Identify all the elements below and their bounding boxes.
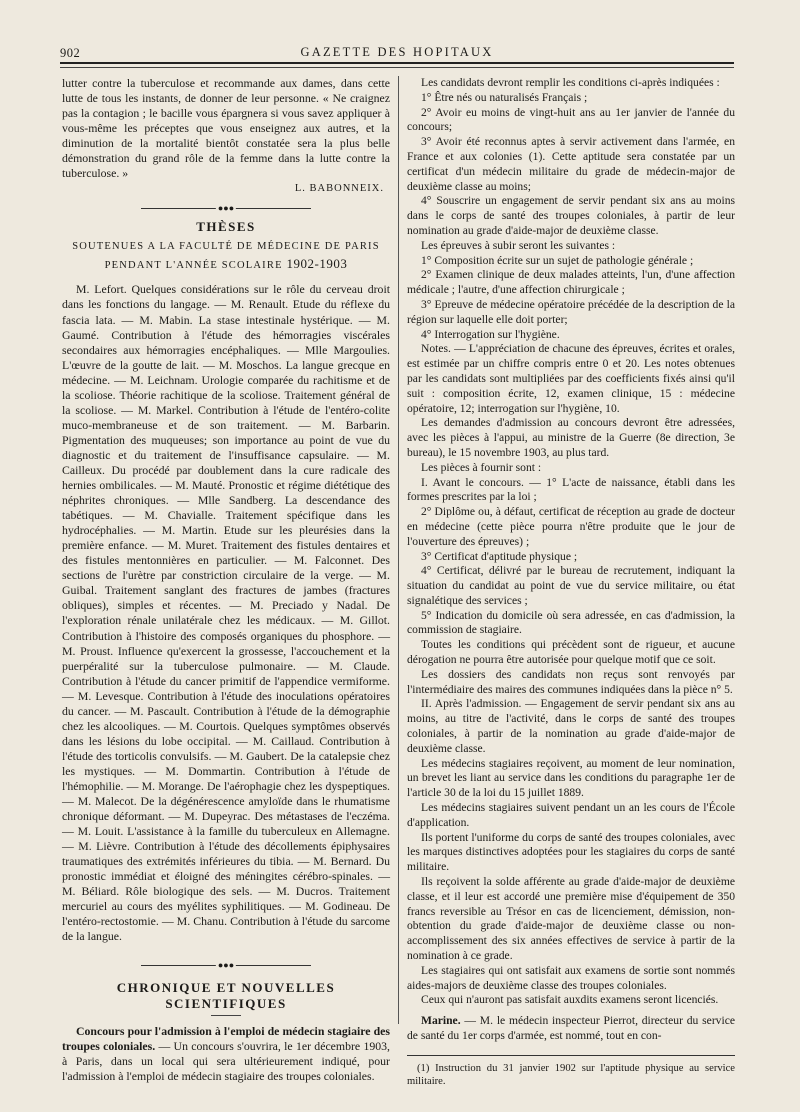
concours-paragraph [62,1024,390,1084]
footnote-rule [407,1055,735,1056]
section-divider: ●●● [141,958,311,972]
author-signature: L. BABONNEIX. [294,183,384,195]
column-separator [398,76,399,1024]
marine-text: — M. le médecin inspecteur Pierrot, directeur du service de santé du 1er corps d'armée, est nommé, tout en con- [407,1014,735,1042]
intro-paragraph: lutter contre la tuberculose et recommande aux dames, dans cette lutte de tous les instants, de donner de leur personne. « Ne craignez pas la contagion ; le bacille vous épargnera si vous savez appliquer à vous-même les préceptes que vous enseignez aux autres, et la diminution de la mortalité bientôt constatée sera la plus belle démonstration du grand rôle de la femme dans la lutte contre la tuberculose. » [62,76,390,181]
right-paragraph: 3° Certificat d'aptitude physique ; [421,549,578,563]
header-rule-thick [60,62,734,64]
right-paragraph: Les médecins stagiaires reçoivent, au moment de leur nomination, un brevet les liant au service dans les conditions du paragraphe 1er de l'article 30 de la loi du 15 juillet 1889. [407,756,735,800]
theses-subtitle-text: PENDANT L'ANNÉE SCOLAIRE [104,260,283,272]
concours-text: — Un concours s'ouvrira, le 1er décembre 1903, à Paris, dans un local qui sera ultérieurement indiqué, pour l'admission à l'emploi de médecin stagiaire des troupes coloniales. [62,1038,390,1083]
short-rule [211,1015,241,1016]
right-paragraph: 2° Examen clinique de deux malades atteints, l'un, d'une affection médicale ; l'autre, d'une affection chirurgicale ; [407,268,735,297]
section-divider: ●●● [141,201,311,215]
right-column [407,76,735,1088]
right-paragraphs [407,76,735,1008]
theses-list: M. Lefort. Quelques considérations sur le rôle du cerveau droit dans les fonctions du langage. — M. Renault. Etude du réflexe du fascia lata. — M. Mabin. La stase intestinale hystérique. — M. Gaumé. Contribution à l'étude des hémorragies viscérales secondaires aux hémorragies encéphaliques. — Mlle Margoulies. L'œuvre de la goutte de lait. — M. Moschos. La langue grecque en médecine. — M. Leichnam. Urologie comparée du rachitisme et de la scoliose. Théorie rachitique de la scoliose. Traitement général de la scoliose. — M. Markel. Contribution à l'étude de l'entéro-colite muco-membraneuse et de son traitement. — M. Barbarin. Pigmentation des muqueuses; son importance au point de vue du diagnostic et du traitement de l'insuffisance capsulaire. — M. Cailleux. Du procédé par doublement dans la cure radicale des hernies ombilicales. — M. Mauté. Pronostic et régime diététique des néphrites chroniques. — Mlle Sandberg. La descendance des tabétiques. — M. Chavialle. Traitement spécifique dans les hydrocéphalies. — M. Martin. Etude sur les pleurésies dans la première enfance. — M. Muret. Traitement des fistules dentaires et des fistules mentonnières en particulier. — M. Falconnet. Des sections de l'urètre par constriction circulaire de la verge. — M. Guibal. Traitement sanglant des fractures de jambes (fractures obliques), simples et récentes. — M. Preciado y Nadal. De l'exploration rénale unilatérale chez les médicaux. — M. Gillot. Contribution à l'histoire des composés organiques du phosphore. — M. Proust. Influence qu'exercent la grossesse, l'accouchement et la puerpéralité sur la tuberculose pulmonaire. — M. Claude. Contribution à l'étude du cancer primitif de l'appendice vermiforme. — M. Levesque. Contribution à l'étude des inoculations opératoires du cancer. — M. Pascault. Contribution à l'étude de la démographie chez les alcooliques. — M. Courtois. Quelques symptômes observés dans les lésions du lobe occipital. — M. Caillaud. Contribution à l'étude des torticolis convulsifs. — M. Gaubert. De la catalepsie chez les mystiques. — M. Dommartin. Contribution à l'étude de l'hémophilie. — M. Morange. De l'aérophagie chez les dyspeptiques. — M. Malecot. De la dégénérescence amyloïde dans le rhumatisme chronique déformant. — M. Dupeyrac. Des métastases de l'eczéma. — M. Louit. L'assistance à la famille du tuberculeux en Allemagne. — M. Lièvre. Contribution à l'étude des décollements épiphysaires traumatiques des extrémités inférieures du tibia. — M. Bernard. Du pronostic immédiat et éloigné des méningites cérébro-spinales. — M. Béliard. Rôle biologique des sels. — M. Ducros. Traitement mercuriel au cours des myélites syphilitiques. — M. Godineau. De l'entéro-rectostomie. — M. Chanu. Contribution à l'étude du sarcome de la langue. [62,282,390,944]
right-paragraph: 1° Être nés ou naturalisés Français ; [421,90,588,104]
right-paragraph: Les épreuves à subir seront les suivantes : [421,238,616,252]
right-paragraph: 4° Certificat, délivré par le bureau de recrutement, indiquant la situation du candidat au point de vue du service militaire, ou état signalétique des services ; [407,564,735,607]
journal-title: GAZETTE DES HOPITAUX [300,45,494,59]
marine-heading: Marine. [421,1014,461,1028]
right-paragraph: 4° Souscrire un engagement de servir pendant six ans au moins dans le corps de santé des troupes coloniales, à partir de leur nomination au grade d'aide-major de deuxième classe. [407,194,735,237]
right-paragraph: Les pièces à fournir sont : [421,460,542,474]
right-paragraph: Ceux qui n'auront pas satisfait auxdits examens seront licenciés. [421,993,719,1007]
right-paragraph: Les candidats devront remplir les conditions ci-après indiquées : [421,76,720,89]
right-paragraph: 3° Epreuve de médecine opératoire précédée de la description de la région sur laquelle elle doit porter; [407,297,735,326]
header-rule-thin [60,67,734,68]
right-paragraph: 2° Avoir eu moins de vingt-huit ans au 1er janvier de l'année du concours; [407,105,735,134]
right-paragraph: 5° Indication du domicile où sera adressée, en cas d'admission, la commission de stagiaire. [407,608,735,637]
right-paragraph: Ils reçoivent la solde afférente au grade d'aide-major de deuxième classe, et il leur est accordé une première mise d'équipement de 350 francs reversible au Trésor en cas de licenciement, démission, non-obtention du grade d'aide-major de deuxième classe ou non-accomplissement des six années effectives de service à partir de la nomination à ce grade. [407,875,735,963]
page-header [60,30,734,64]
right-paragraph: Les médecins stagiaires suivent pendant un an les cours de l'École d'application. [407,801,735,829]
left-column [62,76,390,1084]
right-paragraph: 4° Interrogation sur l'hygiène. [421,327,560,341]
right-paragraph: Notes. — L'appréciation de chacune des épreuves, écrites et orales, est estimée par un chiffre compris entre 0 et 20. Les notes obtenues par les candidats sont multipliées par des coefficients fixés ainsi qu'il suit : composition écrite, 12, examen clinique, 15 : médecine opératoire, 12; interrogation sur l'hygiène, 10. [407,342,735,415]
footnote: (1) Instruction du 31 janvier 1902 sur l'aptitude physique au service militaire. [407,1062,735,1087]
right-paragraph: Les dossiers des candidats non reçus sont renvoyés par l'intermédiaire des maires des communes indiquées dans la pièce n° 5. [407,667,735,696]
page-number: 902 [60,46,81,60]
theses-subtitle-line1: SOUTENUES A LA FACULTÉ DE MÉDECINE DE PARIS [72,241,380,253]
right-paragraph: II. Après l'admission. — Engagement de servir pendant six ans au moins, au titre de l'activité, dans le corps de santé des troupes coloniales, à partir de la nomination au grade d'aide-major de deuxième classe. [407,697,735,755]
right-paragraph: Toutes les conditions qui précèdent sont de rigueur, et aucune dérogation ne pourra être autorisée pour quelque motif que ce soit. [407,638,735,667]
concours-heading: Concours pour l'admission à l'emploi de médecin stagiaire des troupes coloniales. [62,1023,390,1053]
right-paragraph: 2° Diplôme ou, à défaut, certificat de réception au grade de docteur en médecine (cette pièce pourra n'être produite que le jour de l'ouverture des épreuves) ; [407,505,735,548]
right-paragraph: I. Avant le concours. — 1° L'acte de naissance, établi dans les formes prescrites par la loi ; [407,475,735,504]
marine-paragraph [407,1014,735,1044]
chronique-title: CHRONIQUE ET NOUVELLES SCIENTIFIQUES [116,980,336,1011]
right-paragraph: 3° Avoir été reconnus aptes à servir activement dans l'armée, en France et aux colonies (1). Cette aptitude sera constatée par un certificat d'un médecin militaire du grade de médecin-major de deuxième classe au moins; [407,135,735,193]
theses-year: 1902-1903 [286,256,348,272]
theses-title: THÈSES [196,219,256,235]
right-paragraph: Les stagiaires qui ont satisfait aux examens de sortie sont nommés aides-majors de deuxième classe des troupes coloniales. [407,963,735,992]
right-paragraph: Les demandes d'admission au concours devront être adressées, avec les pièces à l'appui, au ministre de la Guerre (8e direction, 3e bureau), le 15 novembre 1903, au plus tard. [407,416,735,459]
right-paragraph: Ils portent l'uniforme du corps de santé des troupes coloniales, avec les marques distinctives adoptées pour les stagiaires du corps de santé militaire. [407,830,735,874]
right-paragraph: 1° Composition écrite sur un sujet de pathologie générale ; [421,253,694,267]
theses-subtitle-line2 [62,255,390,274]
